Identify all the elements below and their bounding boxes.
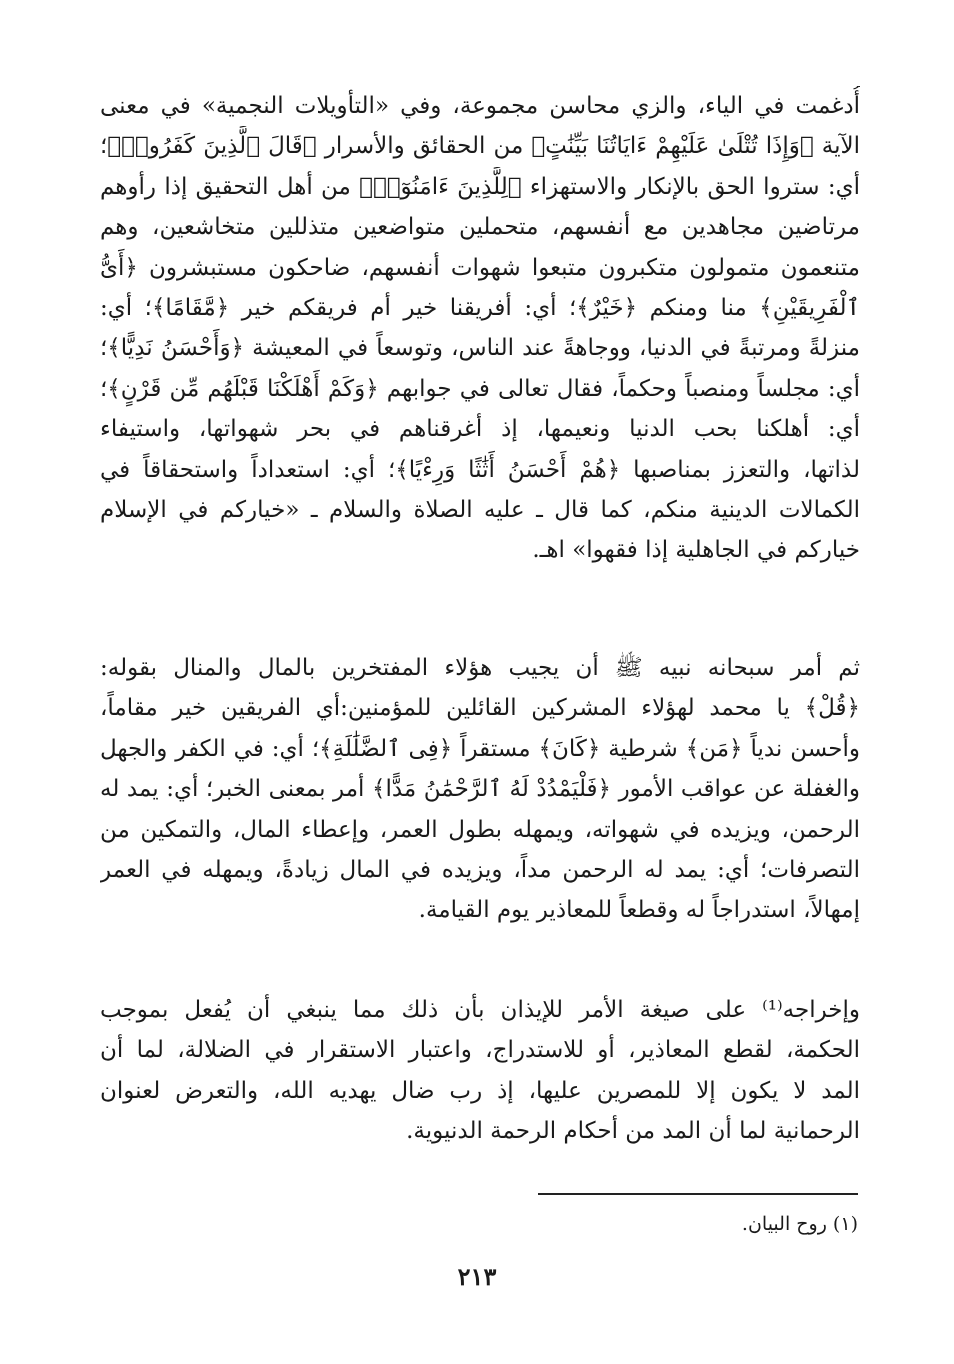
text-line: خياركم في الجاهلية إذا فقهوا» اهـ. xyxy=(532,537,860,564)
text-line: وأحسن ندياً ﴿مَن﴾ شرطية ﴿كَانَ﴾ مستقراً ﴿فِى ٱلضَّلَٰلَةِ﴾؛ أي: في الكفر والجهل xyxy=(100,735,860,762)
text-line: لذاتها، والتعزز بمناصبها ﴿هُمْ أَحْسَنُ أَثَٰثًا وَرِءْيًا﴾؛ أي: استعداداً واستحقاقاً في xyxy=(100,456,860,483)
text-line: مرتاضين مجاهدين مع أنفسهم، متحملين متواضعين متذللين متخاشعين، وهم xyxy=(100,214,860,241)
text-line: أي: ستروا الحق بالإنكار والاستهزاء ﴿لِلَّذِينَ ءَامَنُوٓا۟﴾ من أهل التحقيق إذا رأوهم xyxy=(100,173,860,200)
text-line: ﴿قُلْ﴾ يا محمد لهؤلاء المشركين القائلين للمؤمنين:أي الفريقين خير مقاماً، xyxy=(100,695,860,722)
text-line: أُدغمت في الياء، والزي محاسن مجموعة، وفي «التأويلات النجمية» في معنى xyxy=(100,93,860,119)
text-line: إمهالاً، استدراجاً له وقطعاً للمعاذير يوم القيامة. xyxy=(418,897,860,924)
text-line: ٱلْفَرِيقَيْنِ﴾ منا ومنكم ﴿خَيْرٌ﴾؛ أي: أفريقنا خير أم فريقكم خير ﴿مَّقَامًا﴾؛ أي: xyxy=(100,295,860,322)
text-line: الآية ﴿وَإِذَا تُتْلَىٰ عَلَيْهِمْ ءَايَاتُنَا بَيِّنَٰتٍ﴾ من الحقائق والأسرار ﴿قَالَ ٱلَّذِينَ كَفَرُوا۟﴾؛ xyxy=(100,133,860,160)
text-line: الكمالات الدينية منكم، كما قال ـ عليه الصلاة والسلام ـ «خياركم في الإسلام xyxy=(100,497,860,524)
text-line: الرحمن، ويزيده في شهواته، ويمهله بطول العمر، وإعطاء المال، والتمكين من xyxy=(100,816,860,843)
paragraph-1 xyxy=(100,86,860,571)
text-line: الرحمانية لما أن المد من أحكام الرحمة الدنيوية. xyxy=(406,1118,860,1145)
text-line: أي: مجلساً ومنصباً وحكماً، فقال تعالى في جوابهم ﴿وَكَمْ أَهْلَكْنَا قَبْلَهُم مِّن قَرْنٍ﴾؛ xyxy=(100,375,860,402)
footnote-separator xyxy=(538,1193,858,1195)
text-line: الحكمة، لقطع المعاذير، أو للاستدراج، واعتبار الاستقرار في الضلالة، لما أن xyxy=(100,1037,860,1064)
paragraph-3 xyxy=(100,990,860,1152)
footnote: (١) روح البيان. xyxy=(741,1213,858,1235)
paragraph-2 xyxy=(100,648,860,931)
text-line: منزلةً ومرتبةً في الدنيا، ووجاهةً عند الناس، وتوسعاً في المعيشة ﴿وَأَحْسَنُ نَدِيًّا﴾؛ xyxy=(100,335,860,362)
text-line: ثم أمر سبحانه نبيه ﷺ أن يجيب هؤلاء المفتخرين بالمال والمنال بقوله: xyxy=(100,655,860,681)
text-line: المد لا يكون إلا للمصرين عليها، إذ رب ضال يهديه الله، والتعرض لعنوان xyxy=(100,1077,860,1104)
text-line: متنعمون متمولون متكبرون متبعوا شهوات أنفسهم، ضاحكون مستبشرون ﴿أَىُّ xyxy=(100,254,860,281)
text-line: والغفلة عن عواقب الأمور ﴿فَلْيَمْدُدْ لَهُ ٱلرَّحْمَٰنُ مَدًّا﴾ أمر بمعنى الخبر؛ أي: يمد له xyxy=(100,776,860,803)
text-line: التصرفات؛ أي: يمد له الرحمن مداً، ويزيده في المال زيادةً، ويمهله في العمر xyxy=(100,857,860,884)
text-line: أي: أهلكنا بحب الدنيا ونعيمها، إذ أغرقناهم في بحر شهواتها، واستيفاء xyxy=(100,416,860,443)
text-line: وإخراجه⁽¹⁾ على صيغة الأمر للإيذان بأن ذلك مما ينبغي أن يُفعل بموجب xyxy=(100,997,860,1023)
page-number: ٢١٣ xyxy=(457,1262,497,1291)
